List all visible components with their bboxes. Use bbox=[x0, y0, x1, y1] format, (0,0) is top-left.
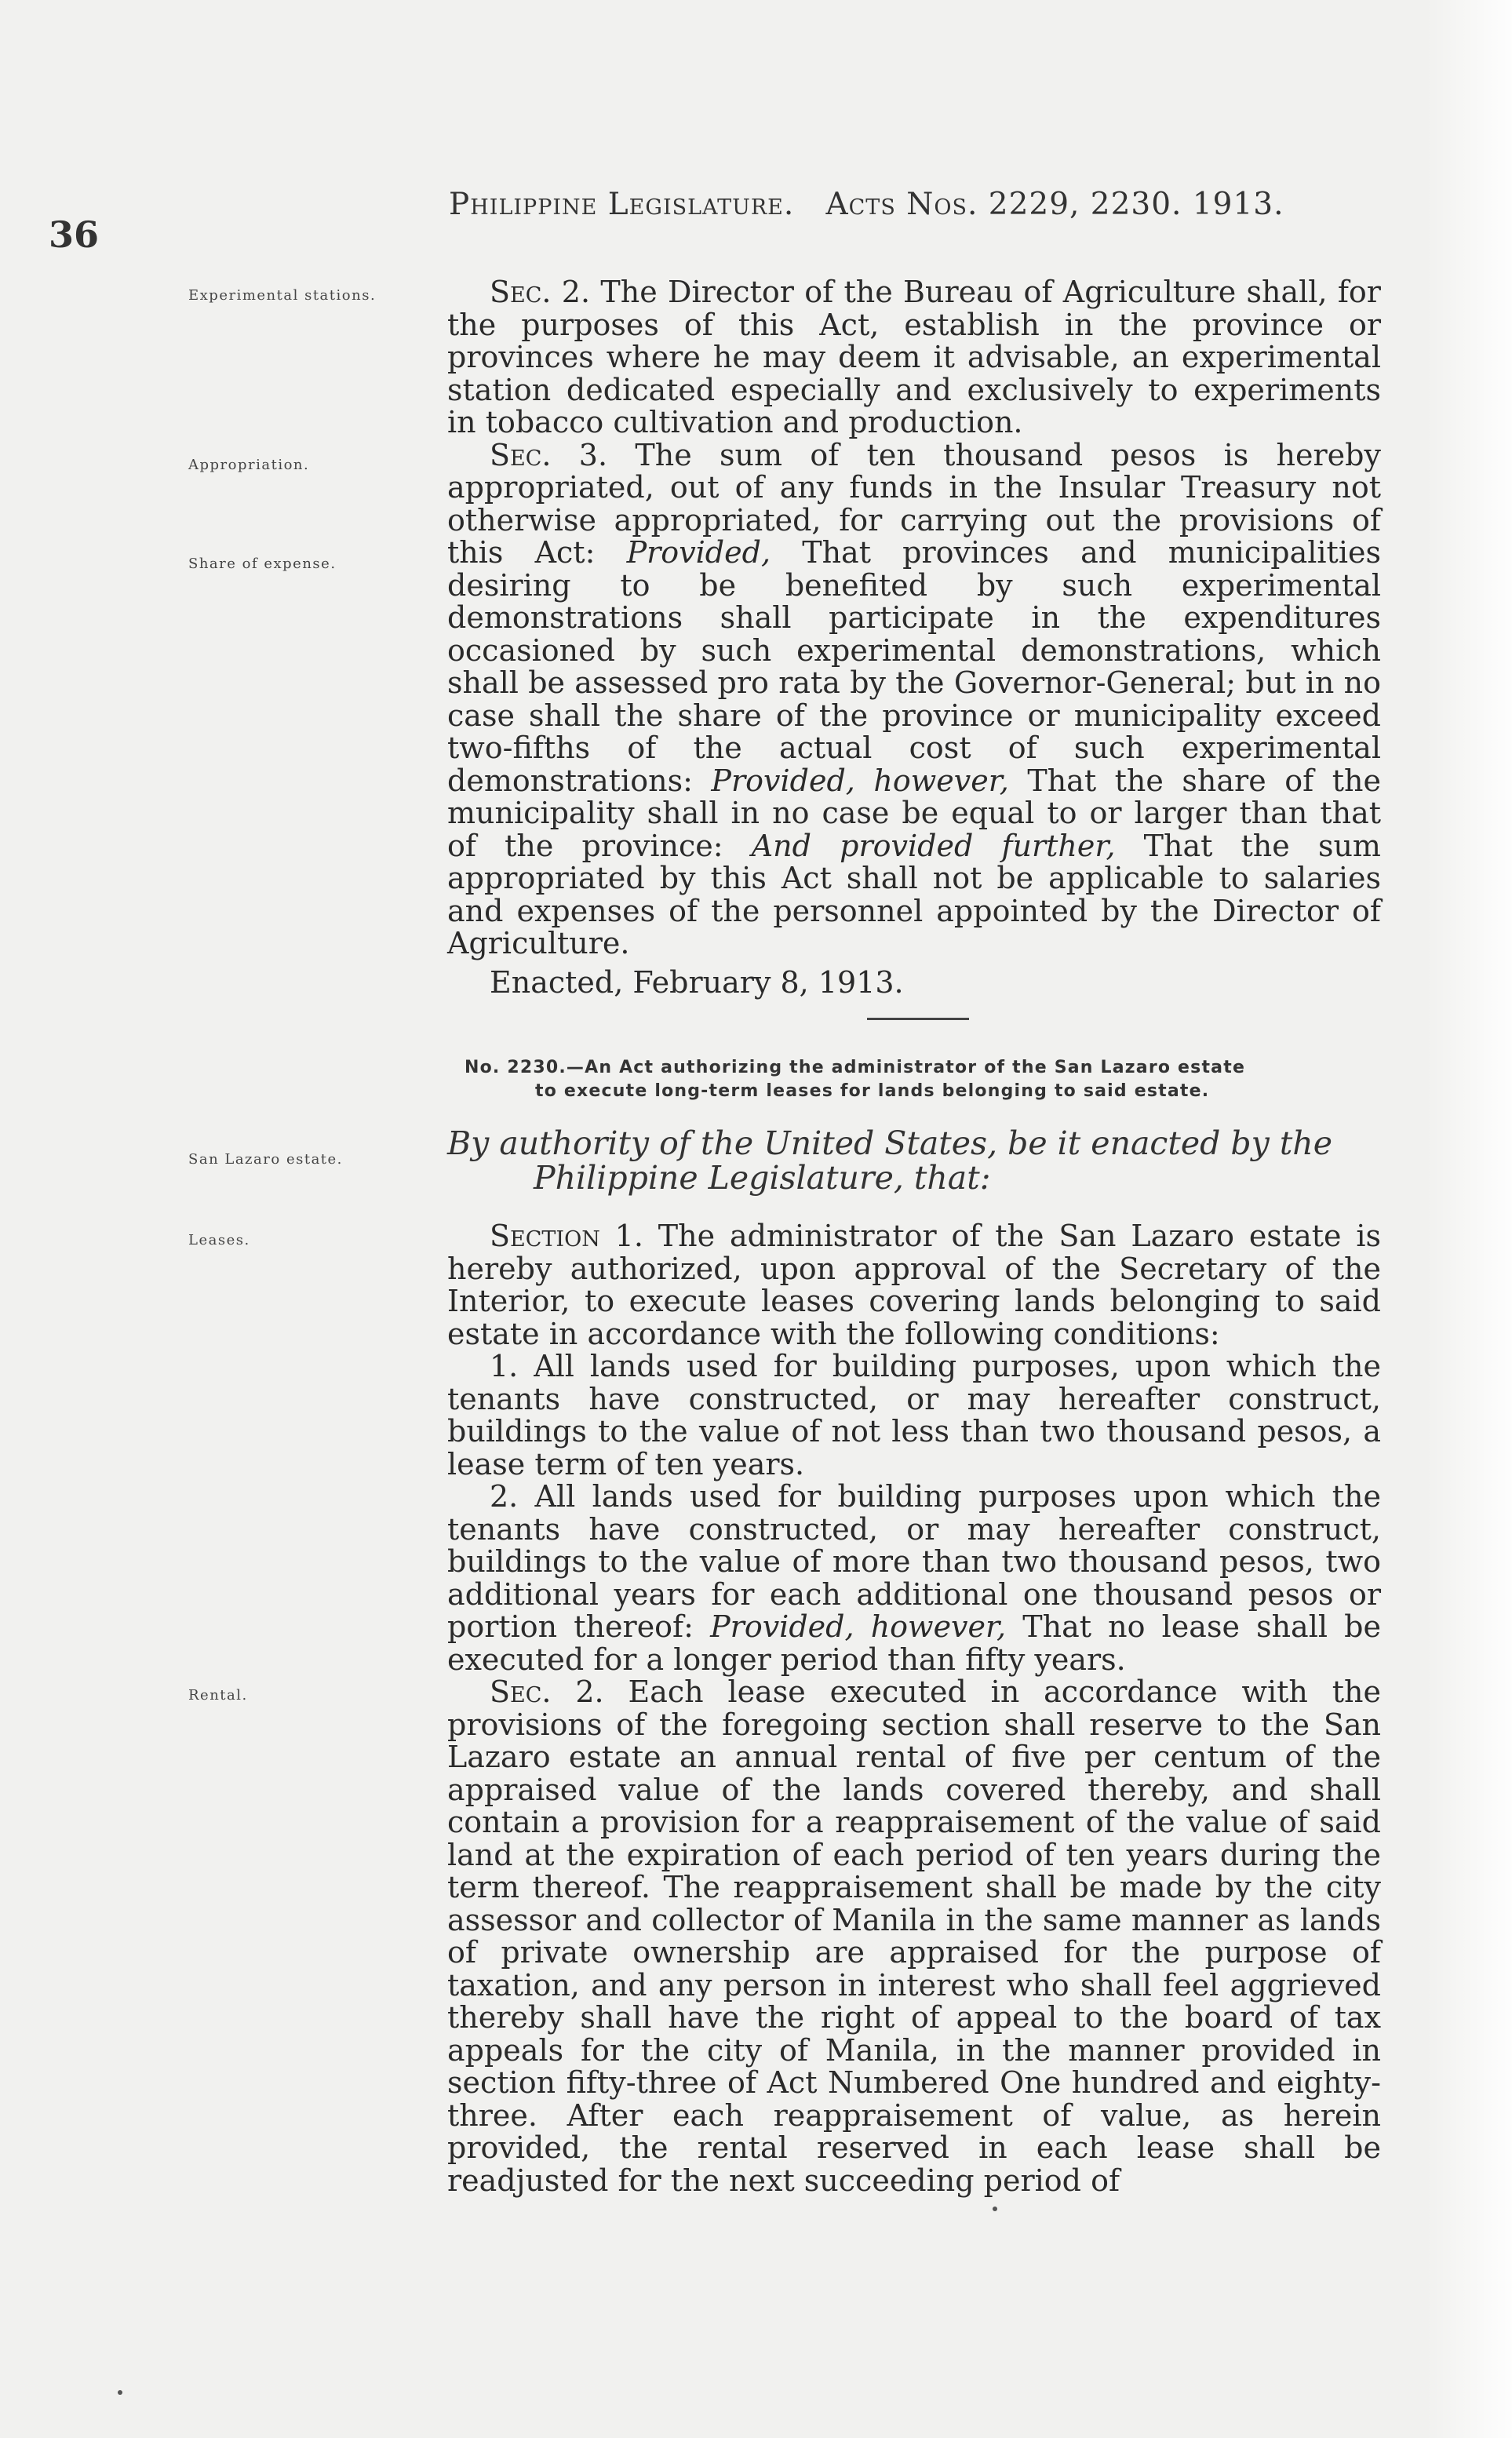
section-3-text-c: That the share of the municipality shall in no case be equal to or larger than that of the province: bbox=[447, 763, 1381, 863]
running-head-title: Philippine Legislature. bbox=[449, 187, 795, 222]
section-2-paragraph bbox=[447, 276, 1381, 439]
act-2230-title-line-1: No. 2230.—An Act authorizing the administrator of the San Lazaro estate bbox=[465, 1058, 1246, 1077]
section-1-head: Section 1. bbox=[490, 1219, 643, 1253]
act-2230-section-2-text: Each lease executed in accordance with the provisions of the foregoing section shall reserve to the San Lazaro estate an annual rental of five per centum of the appraised value of the lands covered thereby, and shall contain a provision for a reappraisement of the value of said land at the expiration of each period of ten years during the term thereof. The reappraisement shall be made by the city assessor and collector of Manila in the same manner as lands of private ownership are appraised for the purpose of taxation, and any person in interest who shall feel aggrieved thereby shall have the right of appeal to the board of tax appeals for the city of Manila, in the manner provided in section fifty-three of Act Numbered One hundred and eighty-three. After each reappraisement of value, as herein provided, the rental reserved in each lease shall be readjusted for the next succeeding period of bbox=[447, 1675, 1381, 2198]
condition-2-proviso: Provided, however, bbox=[710, 1609, 1007, 1644]
section-3-text-a: The sum of ten thousand pesos is hereby appropriated, out of any funds in the Insular Treasury not otherwise appropriated, for carrying out the provisions of this Act: bbox=[447, 437, 1381, 570]
running-head-acts: Acts Nos. 2229, 2230. 1913. bbox=[825, 187, 1284, 222]
enacting-clause-line-2: Philippine Legislature, that: bbox=[534, 1159, 991, 1197]
separator-rule bbox=[867, 1018, 969, 1020]
section-1-text: The administrator of the San Lazaro estate is hereby authorized, upon approval of the Secretary of the Interior, to execute leases covering lands belonging to said estate in accordance with the following conditions: bbox=[447, 1219, 1381, 1351]
act-2230-body bbox=[447, 1220, 1381, 2197]
section-2-head: Sec. 2. bbox=[490, 275, 591, 309]
scan-speck bbox=[118, 2390, 122, 2395]
condition-2-text-b: That no lease shall be executed for a longer period than fifty years. bbox=[447, 1609, 1381, 1677]
section-3-text-b: That provinces and municipalities desiring to be benefited by such experimental demonstrations shall participate in the expenditures occasioned by such experimental demonstrations, which shall be assessed pro rata by the Governor-General; but in no case shall the share of the province or municipality exceed two-fifths of the actual cost of such experimental demonstrations: bbox=[447, 535, 1381, 798]
enacted-date: Enacted, February 8, 1913. bbox=[490, 964, 904, 1000]
enacting-clause-line-1: By authority of the United States, be it enacted by the bbox=[447, 1124, 1332, 1162]
condition-2 bbox=[447, 1481, 1381, 1676]
margin-note-experimental-stations: Experimental stations. bbox=[188, 287, 377, 304]
act-2229-body bbox=[447, 276, 1381, 999]
act-2230-title-line-2: to execute long-term leases for lands belonging to said estate. bbox=[535, 1081, 1210, 1101]
proviso-and-provided-further: And provided further, bbox=[751, 828, 1116, 863]
running-head bbox=[449, 187, 1390, 222]
margin-note-leases: Leases. bbox=[188, 1232, 250, 1248]
act-2230-section-2-paragraph bbox=[447, 1676, 1381, 2197]
section-2-text: The Director of the Bureau of Agriculture shall, for the purposes of this Act, establish in the province or provinces where he may deem it advisable, an experimental station dedicated especially and exclusively to experiments in tobacco cultivation and production. bbox=[447, 275, 1381, 439]
section-3-paragraph bbox=[447, 439, 1381, 960]
page-number: 36 bbox=[49, 213, 100, 256]
condition-1: 1. All lands used for building purposes, upon which the tenants have constructed, or may hereafter construct, buildings to the value of not less than two thousand pesos, a lease term of ten years. bbox=[447, 1349, 1381, 1481]
proviso-provided-however: Provided, however, bbox=[711, 763, 1009, 798]
section-1-paragraph bbox=[447, 1220, 1381, 1350]
section-3-text-d: That the sum appropriated by this Act shall not be applicable to salaries and expenses of the personnel appointed by the Director of Agriculture. bbox=[447, 828, 1381, 960]
scan-speck bbox=[993, 2207, 997, 2211]
act-2230-section-2-head: Sec. 2. bbox=[490, 1675, 604, 1709]
margin-note-san-lazaro-estate: San Lazaro estate. bbox=[188, 1151, 343, 1168]
section-3-head: Sec. 3. bbox=[490, 437, 608, 472]
act-2230-title bbox=[465, 1056, 1390, 1103]
condition-2-text-a: 2. All lands used for building purposes upon which the tenants have constructed, or may hereafter construct, buildings to the value of more than two thousand pesos, two additional years for each additional one thousand pesos or portion thereof: bbox=[447, 1479, 1381, 1644]
page-edge-shadow bbox=[1426, 0, 1512, 2438]
margin-note-appropriation: Appropriation. bbox=[188, 457, 310, 473]
proviso-provided: Provided, bbox=[626, 535, 771, 570]
margin-note-share-of-expense: Share of expense. bbox=[188, 556, 337, 572]
enacting-clause bbox=[447, 1126, 1381, 1195]
margin-note-rental: Rental. bbox=[188, 1687, 248, 1704]
